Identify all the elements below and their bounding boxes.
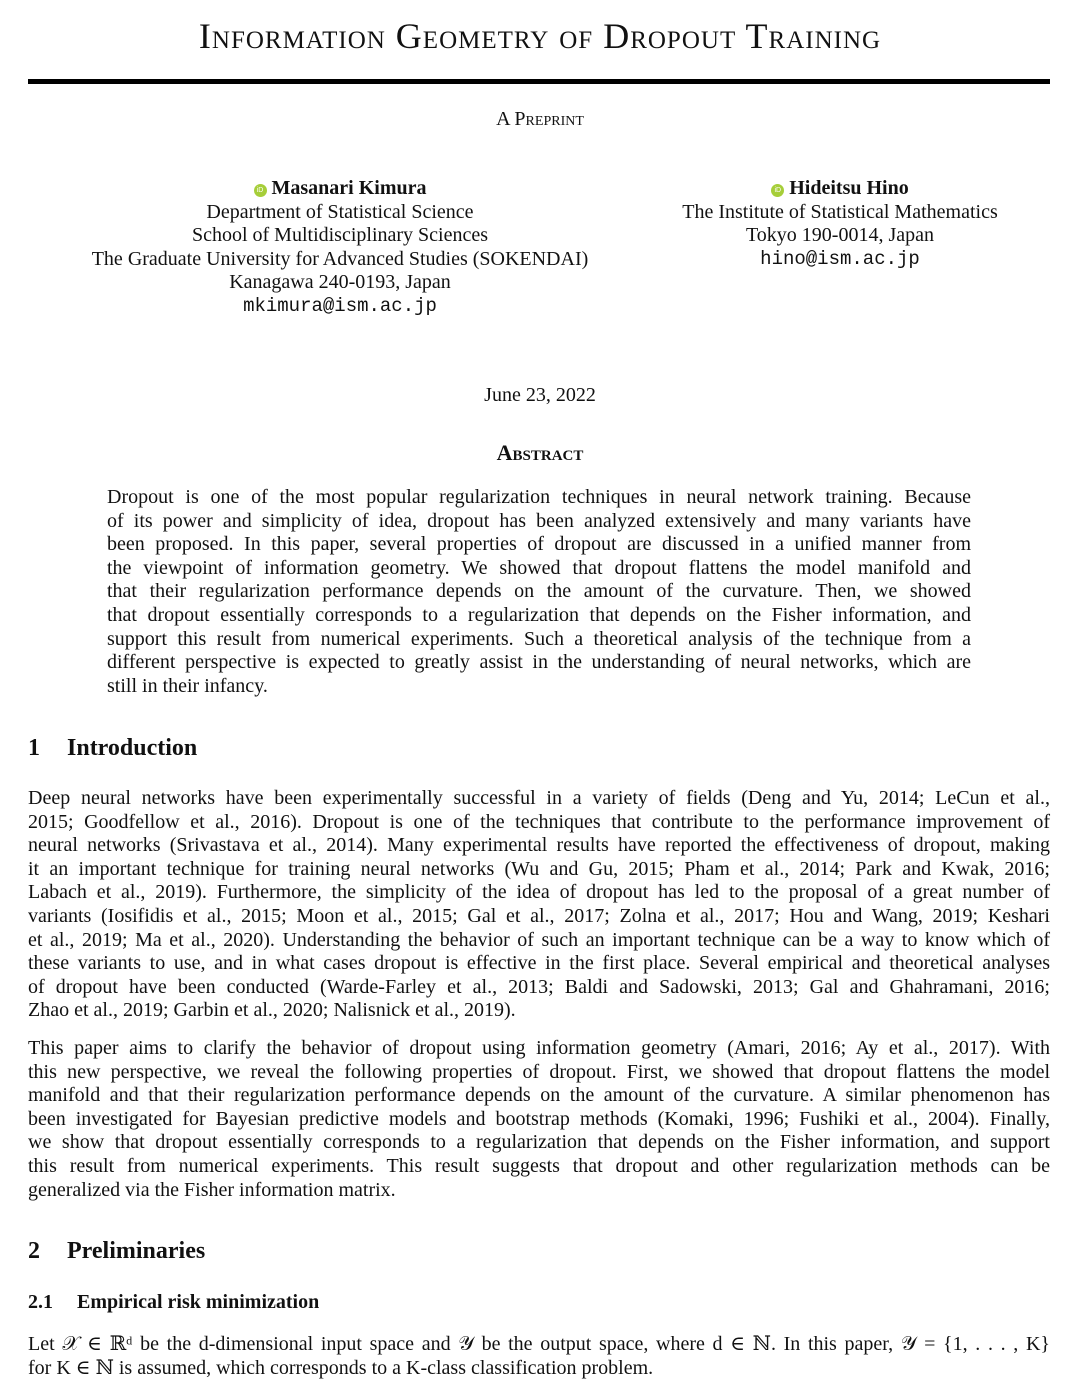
author-block-hino <box>640 177 1040 271</box>
paragraph-line: of dropout have been conducted (Warde-Farley et al., 2013; Baldi and Sadowski, 2013; Gal and Ghahramani, 2016; <box>28 975 1050 998</box>
author-name: Hideitsu Hino <box>789 177 909 199</box>
author-affiliation: The Graduate University for Advanced Studies (SOKENDAI) <box>91 247 589 270</box>
section-heading-introduction <box>28 734 197 762</box>
paragraph-line: these variants to use, and in what cases dropout is effective in the first place. Several empirical and theoretical analyses <box>28 952 1050 975</box>
abstract-line: the viewpoint of information geometry. We showed that dropout flattens the model manifold and <box>107 556 971 579</box>
paragraph-line: Deep neural networks have been experimentally successful in a variety of fields (Deng and Yu, 2014; LeCun et al., <box>28 787 1050 809</box>
paragraph-line: neural networks (Srivastava et al., 2014). Many experimental results have reported the effectiveness of dropout, making <box>28 834 1050 857</box>
title-rule <box>28 79 1050 84</box>
paragraph-line: this result from numerical experiments. This result suggests that dropout and other regularization methods can be <box>28 1154 1050 1177</box>
paragraph-line: Labach et al., 2019). Furthermore, the simplicity of the idea of dropout has led to the proposal of a great number of <box>28 881 1050 904</box>
author-email[interactable]: hino@ism.ac.jp <box>760 247 920 270</box>
paragraph-line: generalized via the Fisher information matrix. <box>28 1178 396 1201</box>
author-affiliation: The Institute of Statistical Mathematics <box>682 200 998 223</box>
paragraph-line: variants (Iosifidis et al., 2015; Moon et al., 2015; Gal et al., 2017; Zolna et al., 2017; Hou and Wang, 2019; Keshari <box>28 904 1050 927</box>
section-title: Introduction <box>67 735 198 761</box>
paragraph-line: This paper aims to clarify the behavior of dropout using information geometry (Amari, 2016; Ay et al., 2017). With <box>28 1037 1050 1059</box>
section-number: 2 <box>28 1238 40 1264</box>
abstract-heading: Abstract <box>496 440 584 465</box>
subsection-title: Empirical risk minimization <box>77 1291 320 1313</box>
paragraph-line: we show that dropout essentially corresponds to a regularization that depends on the Fisher information, and support <box>28 1131 1050 1154</box>
abstract-line: of its power and simplicity of idea, dropout has been analyzed extensively and many variants have <box>107 509 971 532</box>
author-name: Masanari Kimura <box>271 177 427 199</box>
author-affiliation: Kanagawa 240-0193, Japan <box>229 271 451 293</box>
paragraph-line: et al., 2019; Ma et al., 2020). Understanding the behavior of such an important technique can be a way to know which of <box>28 928 1050 951</box>
section-number: 1 <box>28 735 40 761</box>
paragraph-line: this new perspective, we reveal the following properties of dropout. First, we showed that dropout flattens the model <box>28 1060 1050 1083</box>
abstract-line: that their regularization performance depends on the amount of the curvature. Then, we showed <box>107 580 971 603</box>
paragraph-line: Zhao et al., 2019; Garbin et al., 2020; Nalisnick et al., 2019). <box>28 999 516 1022</box>
abstract-line: Dropout is one of the most popular regularization techniques in neural network training. Because <box>107 486 971 508</box>
intro-paragraph-2 <box>28 1037 1050 1202</box>
section-title: Preliminaries <box>67 1238 206 1264</box>
subsection-heading-erm <box>28 1290 319 1314</box>
paper-title: Information Geometry of Dropout Training <box>198 16 882 56</box>
orcid-icon[interactable]: iD <box>771 184 784 197</box>
abstract-line: been proposed. In this paper, several properties of dropout are discussed in a unified manner from <box>107 533 971 556</box>
paragraph-line: for K ∈ ℕ is assumed, which corresponds to a K-class classification problem. <box>28 1356 654 1379</box>
intro-paragraph-1 <box>28 787 1050 1023</box>
paragraph-line: been investigated for Bayesian predictive models and bootstrap methods (Komaki, 1996; Fushiki et al., 2004). Finally, <box>28 1107 1050 1130</box>
section-heading-preliminaries <box>28 1237 205 1265</box>
paragraph-line: Let 𝒳 ∈ ℝᵈ be the d-dimensional input space and 𝒴 be the output space, where d ∈ ℕ. In this paper, 𝒴 = {1, . . . , K} <box>28 1333 1050 1355</box>
abstract-line: support this result from numerical experiments. Such a theoretical analysis of the technique from a <box>107 627 971 650</box>
preprint-label: A Preprint <box>496 108 584 130</box>
author-block-kimura <box>60 177 620 318</box>
author-affiliation: Tokyo 190-0014, Japan <box>745 224 935 246</box>
author-affiliation: School of Multidisciplinary Sciences <box>191 224 489 246</box>
subsection-number: 2.1 <box>28 1291 53 1313</box>
abstract-line: still in their infancy. <box>107 674 268 697</box>
author-email[interactable]: mkimura@ism.ac.jp <box>243 294 437 317</box>
orcid-icon[interactable]: iD <box>254 184 267 197</box>
paper-date: June 23, 2022 <box>484 384 596 406</box>
abstract-line: different perspective is expected to greatly assist in the understanding of neural networks, which are <box>107 651 971 674</box>
author-affiliation: Department of Statistical Science <box>206 200 474 223</box>
erm-paragraph <box>28 1333 1050 1380</box>
abstract-text <box>107 486 971 698</box>
paragraph-line: manifold and that their regularization performance depends on the amount of the curvature. A similar phenomenon has <box>28 1084 1050 1107</box>
abstract-line: that dropout essentially corresponds to a regularization that depends on the Fisher information, and <box>107 603 971 626</box>
paragraph-line: it an important technique for training neural networks (Wu and Gu, 2015; Pham et al., 2014; Park and Kwak, 2016; <box>28 857 1050 880</box>
paragraph-line: 2015; Goodfellow et al., 2016). Dropout is one of the techniques that contribute to the performance improvement of <box>28 810 1050 833</box>
